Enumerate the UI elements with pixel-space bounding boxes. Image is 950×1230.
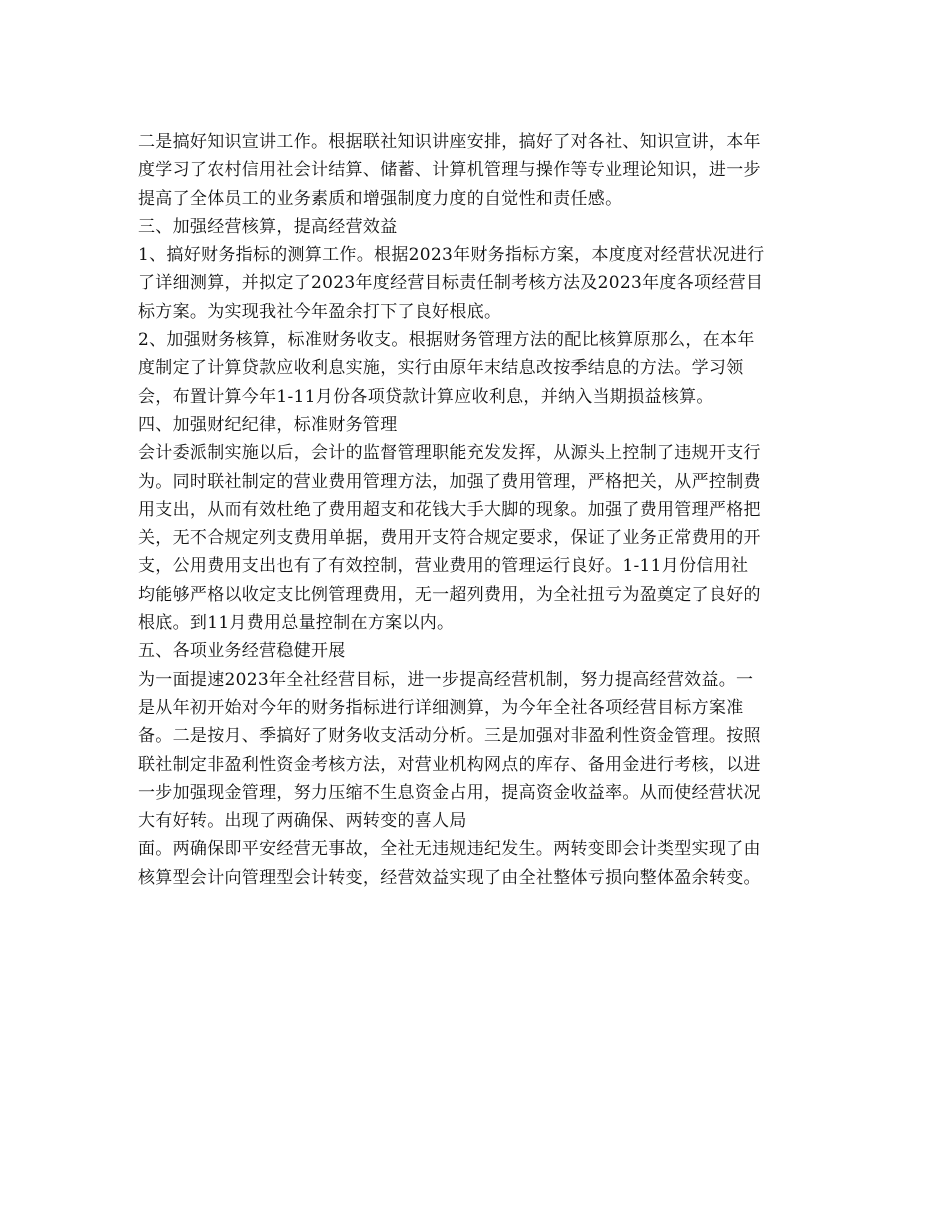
text-line: 是从年初开始对今年的财务指标进行详细测算，为今年全社各项经营目标方案准 bbox=[138, 697, 744, 718]
text-line: 面。两确保即平安经营无事故，全社无违规违纪发生。两转变即会计类型实现了由 bbox=[138, 839, 761, 860]
text-line: 提高了全体员工的业务素质和增强制度力度的自觉性和责任感。 bbox=[138, 188, 623, 209]
text-line: 一步加强现金管理，努力压缩不生息资金占用，提高资金收益率。从而使经营状况 bbox=[138, 782, 761, 803]
text-line: 联社制定非盈利性资金考核方法，对营业机构网点的库存、备用金进行考核，以进 bbox=[138, 754, 761, 775]
text-line: 了详细测算，并拟定了2023年度经营目标责任制考核方法及2023年度各项经营目 bbox=[138, 273, 764, 294]
section-heading: 三、加强经营核算，提高经营效益 bbox=[138, 216, 398, 237]
paragraph-financial-accounting bbox=[138, 326, 818, 411]
paragraph-two-ensures-two-changes bbox=[138, 835, 818, 892]
text-line: 备。二是按月、季搞好了财务收支活动分析。三是加强对非盈利性资金管理。按照 bbox=[138, 726, 761, 747]
heading-section-3 bbox=[138, 213, 818, 241]
section-heading: 五、各项业务经营稳健开展 bbox=[138, 641, 346, 662]
text-line: 度学习了农村信用社会计结算、储蓄、计算机管理与操作等专业理论知识，进一步 bbox=[138, 160, 761, 181]
text-line: 1、搞好财务指标的测算工作。根据2023年财务指标方案，本度度对经营状况进行 bbox=[138, 245, 765, 266]
text-line: 根底。到11月费用总量控制在方案以内。 bbox=[138, 613, 455, 634]
text-line: 大有好转。出现了两确保、两转变的喜人局 bbox=[138, 811, 467, 832]
text-line: 为。同时联社制定的营业费用管理方法，加强了费用管理，严格把关，从严控制费 bbox=[138, 471, 761, 492]
heading-section-4 bbox=[138, 411, 818, 439]
paragraph-accounting-supervision bbox=[138, 439, 818, 637]
text-line: 度制定了计算贷款应收利息实施，实行由原年末结息改按季结息的方法。学习领 bbox=[138, 358, 744, 379]
document-page bbox=[138, 128, 818, 892]
paragraph-knowledge-lectures bbox=[138, 128, 818, 213]
paragraph-financial-indicators bbox=[138, 241, 818, 326]
text-line: 关，无不合规定列支费用单据，费用开支符合规定要求，保证了业务正常费用的开 bbox=[138, 528, 761, 549]
text-line: 用支出，从而有效杜绝了费用超支和花钱大手大脚的现象。加强了费用管理严格把 bbox=[138, 499, 761, 520]
text-line: 为一面提速2023年全社经营目标，进一步提高经营机制，努力提高经营效益。一 bbox=[138, 669, 754, 690]
text-line: 二是搞好知识宣讲工作。根据联社知识讲座安排，搞好了对各社、知识宣讲，本年 bbox=[138, 132, 761, 152]
text-line: 2、加强财务核算，标准财务收支。根据财务管理方法的配比核算原那么，在本年 bbox=[138, 330, 755, 351]
paragraph-business-operations bbox=[138, 666, 818, 836]
text-line: 支，公用费用支出也有了有效控制，营业费用的管理运行良好。1-11月份信用社 bbox=[138, 556, 749, 577]
text-line: 标方案。为实现我社今年盈余打下了良好根底。 bbox=[138, 301, 502, 322]
text-line: 均能够严格以收定支比例管理费用，无一超列费用，为全社扭亏为盈奠定了良好的 bbox=[138, 584, 761, 605]
heading-section-5 bbox=[138, 637, 818, 665]
text-line: 会计委派制实施以后，会计的监督管理职能充发发挥，从源头上控制了违规开支行 bbox=[138, 443, 761, 464]
text-line: 核算型会计向管理型会计转变，经营效益实现了由全社整体亏损向整体盈余转变。 bbox=[138, 867, 761, 888]
section-heading: 四、加强财纪纪律，标准财务管理 bbox=[138, 414, 398, 435]
text-line: 会，布置计算今年1-11月份各项贷款计算应收利息，并纳入当期损益核算。 bbox=[138, 386, 714, 407]
